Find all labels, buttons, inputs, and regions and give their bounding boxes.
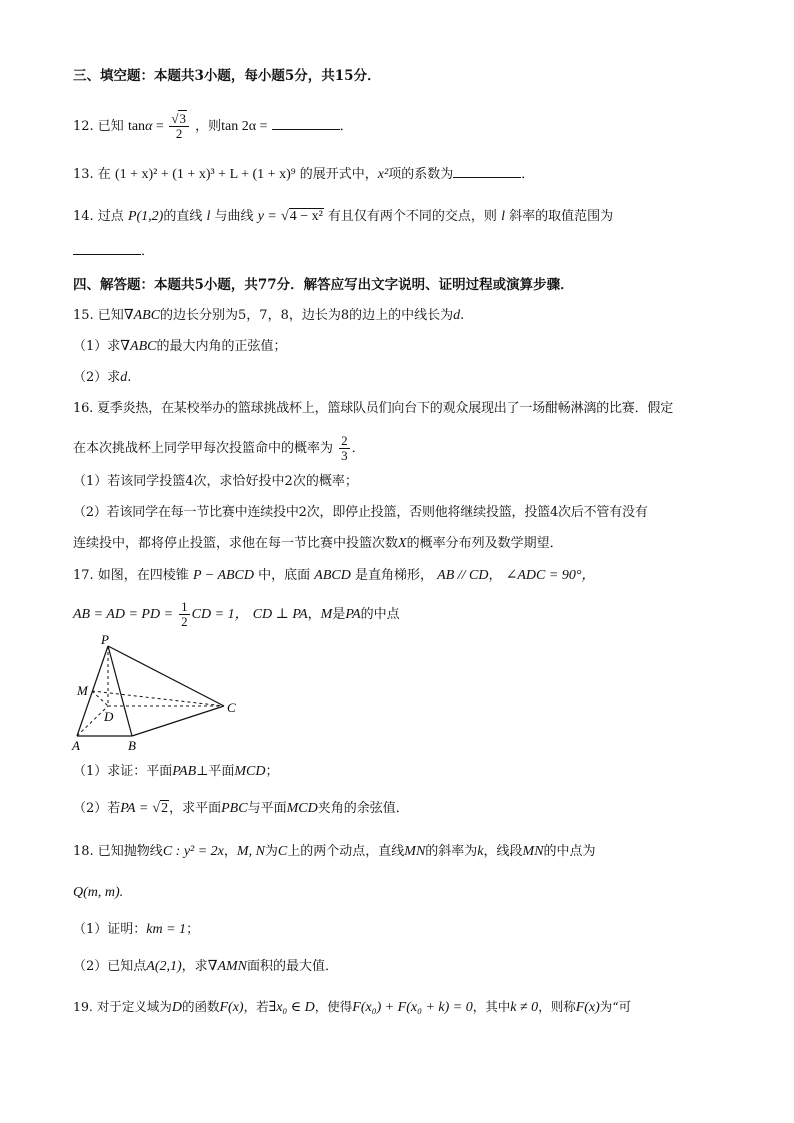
q19-b: 的函数 — [181, 999, 220, 1014]
q12-end: ． — [339, 119, 353, 134]
q13-x2: x² — [377, 167, 389, 182]
q17-p2-a: （2）若 — [73, 801, 121, 816]
q19-exists: ∃x₀ ∈ D — [268, 1000, 315, 1015]
q18-k: k — [477, 844, 484, 859]
q16-frac-den: 3 — [341, 448, 348, 463]
q15-p1-b: 的最大内角的正弦值； — [156, 339, 287, 354]
q17-line2-a: AB = AD = PD = — [73, 607, 174, 622]
section-3-heading: 三、填空题：本题共3小题，每小题5分，共15分． — [73, 68, 381, 84]
q13-end: ． — [521, 167, 535, 182]
q15-p2-d: d — [120, 370, 128, 385]
q12-eq: = — [152, 119, 168, 134]
q19-a: 19. 对于定义域为 — [73, 999, 172, 1014]
q12-fraction: $\frac{√3}{2}$ — [169, 112, 189, 141]
q14-point: P(1,2) — [127, 209, 164, 224]
q14-curve-lhs: y = — [257, 209, 277, 224]
q17-half — [179, 600, 190, 629]
q19-k-ne: k ≠ 0 — [510, 1000, 539, 1015]
question-17-line1: 17. 如图，在四棱锥 P − ABCD 中，底面 ABCD 是直角梯形， AB // CD， ∠ADC = 90°， — [73, 568, 596, 583]
q18-Q: Q(m, m). — [73, 885, 124, 900]
q19-eq: F(x₀) + F(x₀ + k) = 0 — [352, 1000, 473, 1015]
question-14: 14. 过点 P(1,2)的直线 l 与曲线 y = √4 − x² 有且仅有两个不同的交点，则 l 斜率的取值范围为 — [73, 209, 614, 224]
q13-mid: 的展开式中， — [299, 167, 378, 182]
q17-p2-pa: PA = — [120, 801, 149, 816]
q14-number: 14. 过点 — [73, 209, 124, 224]
q14-answer-blank[interactable] — [73, 242, 141, 255]
q17-perp: CD ⊥ PA — [252, 607, 308, 622]
q17-p2-pbc: PBC — [221, 801, 248, 816]
q18-p1-b: ； — [186, 922, 200, 937]
q16-part2: （2）若该同学在每一节比赛中连续投中2次，即停止投篮，否则他将继续投篮，投篮4次后不管有没有 — [73, 505, 648, 520]
question-13 — [73, 165, 534, 184]
q17-part2: （2）若PA = √2，求平面PBC与平面MCD夹角的余弦值． — [73, 801, 409, 816]
q18-p1-eq: km = 1 — [146, 922, 187, 937]
q18-MN: M, N — [236, 844, 265, 859]
q17-M: M — [320, 607, 333, 622]
q17-line2-d: 是 — [332, 607, 346, 622]
q17-line2-b: CD = 1， — [191, 607, 249, 622]
q17-angle: ∠ADC = 90°， — [505, 568, 596, 583]
q14-t2: 与曲线 — [214, 209, 254, 224]
q17-base: ABCD — [314, 568, 351, 583]
q16-part1: （1）若该同学投篮4次，求恰好投中2次的概率； — [73, 474, 358, 489]
q18-line1-d: 上的两个动点，直线 — [287, 844, 405, 859]
label-M: M — [77, 683, 88, 698]
q17-line2-c: ， — [307, 607, 321, 622]
section-4-heading: 四、解答题：本题共5小题，共77分．解答应写出文字说明、证明过程或演算步骤． — [73, 277, 574, 293]
q17-half-den: 2 — [181, 614, 188, 629]
q19-D: D — [171, 1000, 182, 1015]
q16-frac-num: 2 — [341, 433, 348, 448]
label-P: P — [101, 632, 109, 647]
q12-tan: tan — [127, 119, 146, 134]
q16-fraction — [339, 434, 350, 463]
q18-line1-b: ， — [223, 844, 237, 859]
q17-p2-c: 与平面 — [247, 801, 287, 816]
q19-d: ，使得 — [314, 999, 353, 1014]
q16-line2-text: 在本次挑战杯上同学甲每次投篮命中的概率为 — [73, 441, 334, 456]
q18-line1-f: ，线段 — [483, 844, 523, 859]
q17-line2-e: 的中点 — [360, 607, 400, 622]
label-D: D — [104, 709, 114, 724]
edge-PC — [108, 646, 224, 706]
q14-l: l — [206, 209, 211, 224]
q17-pyramid-figure — [68, 632, 248, 756]
edge-BC — [132, 706, 224, 736]
q15-p2-b: . — [127, 370, 132, 385]
q19-e: ，其中 — [472, 999, 511, 1014]
q18-part1 — [73, 921, 199, 939]
q15-p1-a: （1）求 — [73, 339, 121, 354]
q18-p2-b: ，求 — [181, 959, 208, 974]
question-16-line1: 16. 夏季炎热，在某校举办的篮球挑战杯上，篮球队员们向台下的观众展现出了一场酣畅淋漓的比赛．假定 — [73, 401, 674, 416]
label-C: C — [227, 700, 236, 715]
q17-line1-a: 17. 如图，在四棱锥 — [73, 568, 189, 583]
q14-t4: 斜率的取值范围为 — [509, 209, 614, 224]
question-12 — [73, 112, 353, 141]
q13-number: 13. 在 — [73, 167, 111, 182]
q19-F2: F(x) — [575, 1000, 600, 1015]
q18-p2-point: A(2,1) — [146, 959, 182, 974]
q17-pyramid: P − ABCD — [192, 568, 254, 583]
question-14-line2 — [73, 242, 154, 261]
q17-p1-a: （1）求证：平面 — [73, 764, 173, 779]
q18-line1-e: 的斜率为 — [425, 844, 478, 859]
question-19 — [73, 998, 631, 1017]
question-15 — [73, 307, 464, 325]
q15-stem-a: 15. 已知 — [73, 308, 124, 323]
q13-tail: 项的系数为 — [388, 167, 454, 182]
q18-line1-a: 18. 已知抛物线 — [73, 844, 163, 859]
edge-MC — [92, 691, 224, 706]
q14-l-2: l — [501, 209, 505, 224]
q18-line1-c: 为 — [264, 844, 278, 859]
q17-p2-b: ，求平面 — [169, 801, 222, 816]
q18-line1-g: 的中点为 — [543, 844, 596, 859]
question-18-line1 — [73, 843, 596, 861]
q18-C: C — [277, 844, 288, 859]
q17-p2-mcd: MCD — [286, 801, 318, 816]
q19-g: 为“可 — [599, 999, 632, 1014]
q18-p2-c: 面积的最大值． — [247, 959, 339, 974]
q17-parallel: AB // CD — [437, 568, 489, 583]
q16-part2-cont — [73, 535, 563, 553]
q16-line2-end: ． — [351, 441, 365, 456]
q15-stem-c: . — [460, 308, 465, 323]
question-16-line2 — [73, 434, 365, 463]
q17-p2-d: 夹角的余弦值． — [317, 801, 409, 816]
q14-end: ． — [141, 244, 155, 259]
q18-p1-a: （1）证明： — [73, 922, 147, 937]
q18-p2-triangle: ∇AMN — [207, 959, 248, 974]
q12-number: 12. 已知 — [73, 119, 124, 134]
q13-expression: (1 + x)² + (1 + x)³ + L + (1 + x)⁹ — [114, 167, 296, 182]
q19-c: ，若 — [243, 999, 269, 1014]
q12-alpha: α — [145, 119, 153, 134]
q12-answer-blank[interactable] — [272, 117, 340, 130]
q15-triangle: ∇ABC — [123, 308, 161, 323]
q19-f: ，则称 — [538, 999, 576, 1014]
question-18-line2 — [73, 884, 123, 902]
q18-MN2: MN — [404, 844, 426, 859]
label-B: B — [128, 738, 136, 753]
q14-t1: 的直线 — [163, 209, 203, 224]
q18-part2 — [73, 958, 338, 976]
q13-answer-blank[interactable] — [453, 165, 521, 178]
edge-MD — [92, 691, 108, 706]
q15-part1 — [73, 338, 287, 356]
q15-part2 — [73, 369, 131, 387]
q15-d: d — [453, 308, 461, 323]
q12-then: ，则 — [195, 119, 222, 134]
q16-p3-a: 连续投中，都将停止投篮，求他在每一节比赛中投篮次数 — [73, 536, 399, 551]
q12-den: 2 — [175, 126, 183, 141]
q16-X: X — [398, 536, 407, 551]
q12-tan2a: tan 2α = — [221, 119, 268, 134]
q16-p3-b: 的概率分布列及数学期望． — [406, 536, 563, 551]
q12-sqrt3: 3 — [179, 111, 186, 126]
q14-curve-rad: 4 − x² — [289, 209, 323, 224]
q17-part1 — [73, 763, 279, 781]
q17-p1-pab: PAB — [172, 764, 197, 779]
q17-p1-b: ⊥平面 — [196, 764, 235, 779]
label-A: A — [72, 738, 80, 753]
q15-p1-triangle: ∇ABC — [120, 339, 157, 354]
q19-F: F(x) — [219, 1000, 244, 1015]
q17-line1-c: 是直角梯形， — [355, 568, 434, 583]
q17-p1-c: ； — [265, 764, 279, 779]
q15-p2-a: （2）求 — [73, 370, 121, 385]
q18-MN3: MN — [522, 844, 544, 859]
q17-p1-mcd: MCD — [234, 764, 266, 779]
q17-half-num: 1 — [181, 599, 188, 614]
q17-PA: PA — [345, 607, 361, 622]
q15-stem-b: 的边长分别为5，7，8，边长为8的边上的中线长为 — [160, 308, 454, 323]
q18-p2-a: （2）已知点 — [73, 959, 147, 974]
question-17-line2 — [73, 600, 400, 629]
q18-parabola: C : y² = 2x — [162, 844, 224, 859]
q17-p2-root: 2 — [161, 801, 169, 816]
q17-line1-b: 中，底面 — [258, 568, 311, 583]
q14-t3: 有且仅有两个不同的交点，则 — [327, 209, 497, 224]
